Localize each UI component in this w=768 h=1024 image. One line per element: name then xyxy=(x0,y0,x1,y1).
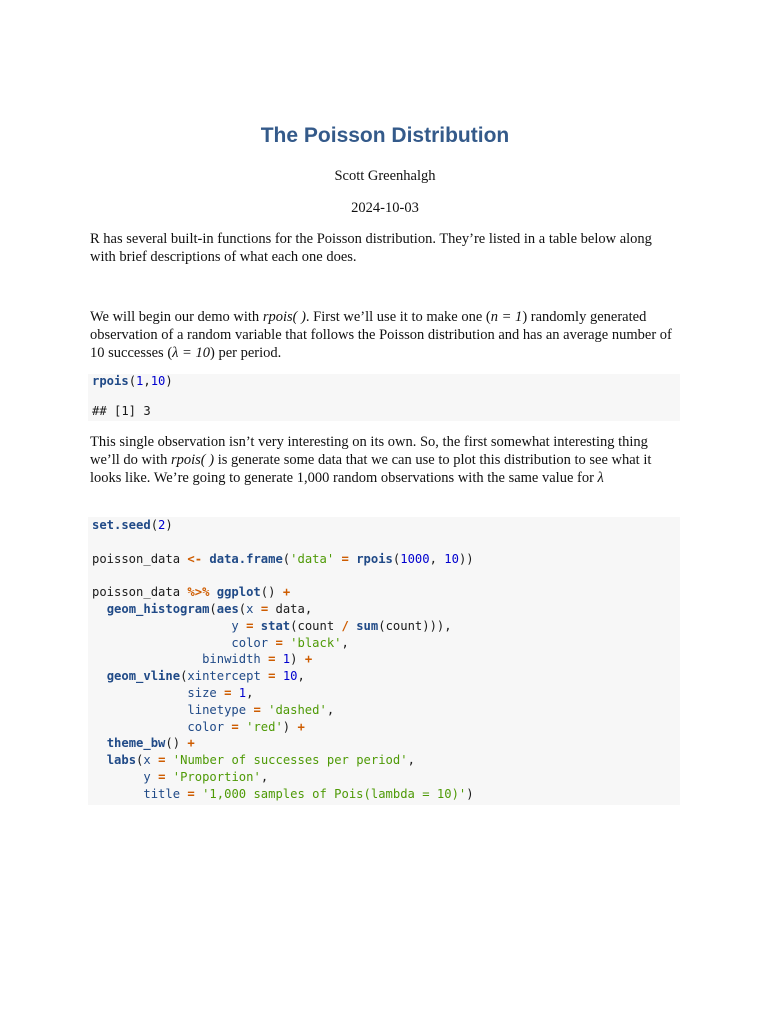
code-str: 'black' xyxy=(290,635,342,650)
code-fn: theme_bw xyxy=(106,736,166,751)
code-paren: ( xyxy=(128,374,137,388)
code-var: poisson_data xyxy=(92,585,188,600)
n-equals-math: n = 1 xyxy=(490,309,523,325)
code-output: ## [1] 3 xyxy=(92,404,151,418)
demo-text-3: ) randomly generated observation of a random variable that follows the Poisson distribution and has an average number of 10 successes ( xyxy=(90,309,672,361)
code-fn: sum xyxy=(356,618,379,633)
code-rpois xyxy=(92,373,173,390)
code-var: (count xyxy=(290,618,342,633)
code-paren: () xyxy=(260,585,276,600)
rpois-math-2: rpois( ) xyxy=(170,452,215,468)
code-block-1 xyxy=(88,374,680,421)
code-op: = xyxy=(158,769,166,784)
code-op: = xyxy=(341,551,349,566)
code-fn-rpois: rpois xyxy=(92,374,129,388)
code-ggplot: set.seed(2) poisson_data <- data.frame('data' = rpois(1000, 10)) poisson_data %>% ggplot() + geom_histogram(aes(x = data, y = stat(count / sum(count))), color = 'black', binwidth = 1) + geom_vline(xintercept = 10, size = 1, linetype = 'dashed', color = 'red') + theme_bw() + labs(x = 'Number of successes per period', y = 'Proportion', title = '1,000 samples of Pois(lambda = 10)') xyxy=(92,518,474,801)
code-var: (count))), xyxy=(378,618,452,633)
code-fn: labs xyxy=(106,753,137,768)
code-paren: )) xyxy=(458,551,474,566)
code-str: 'dashed' xyxy=(268,702,327,717)
code-num: 1 xyxy=(136,374,144,388)
single-text-1: This single observation isn’t very interesting on its own. So, the first somewhat interesting thing we’ll do with xyxy=(90,434,648,468)
document-title: The Poisson Distribution xyxy=(260,124,510,147)
code-op: + xyxy=(187,736,195,751)
code-str: 'Proportion' xyxy=(172,769,261,784)
code-op: / xyxy=(341,618,349,633)
intro-paragraph: R has several built-in functions for the Poisson distribution. They’re listed in a table below along with brief descriptions of what each one does. xyxy=(90,231,652,265)
lambda-equals-math: λ = 10 xyxy=(172,345,210,361)
code-op: = xyxy=(231,719,239,734)
demo-paragraph xyxy=(90,308,680,362)
demo-text-4: ) per period. xyxy=(209,345,282,361)
code-op: = xyxy=(260,601,269,616)
code-arg: x xyxy=(143,753,151,768)
code-num: 10 xyxy=(282,669,298,684)
code-arg: title xyxy=(143,786,181,801)
code-arg: binwidth xyxy=(202,652,261,667)
code-num: 1 xyxy=(238,685,247,700)
code-num: 1000 xyxy=(400,551,430,566)
code-op: + xyxy=(297,719,305,734)
code-fn: set.seed xyxy=(92,518,151,532)
code-op: <- xyxy=(187,551,203,566)
code-fn: geom_vline xyxy=(106,669,181,684)
code-paren: ( xyxy=(150,518,159,532)
code-var: data, xyxy=(275,601,313,616)
code-fn: aes xyxy=(216,601,239,616)
code-num: 10 xyxy=(150,374,166,388)
code-str: 'red' xyxy=(246,719,283,734)
code-str: 'data' xyxy=(290,551,335,566)
code-num: 10 xyxy=(444,551,459,566)
code-paren: ( xyxy=(282,551,291,566)
single-observation-paragraph xyxy=(90,433,680,487)
code-num: 1 xyxy=(282,652,291,667)
rpois-math: rpois( ) xyxy=(262,309,306,325)
code-op: = xyxy=(268,669,276,684)
code-var: poisson_data xyxy=(92,551,188,566)
code-arg: y xyxy=(143,769,151,784)
code-arg: y xyxy=(231,618,239,633)
code-op: = xyxy=(187,786,195,801)
code-arg: xintercept xyxy=(187,669,261,684)
code-arg: x xyxy=(246,601,254,616)
code-op: + xyxy=(304,652,313,667)
code-arg: linetype xyxy=(187,702,247,717)
code-str: '1,000 samples of Pois(lambda = 10)' xyxy=(202,786,467,801)
demo-text-2: . First we’ll use it to make one ( xyxy=(305,309,491,325)
code-fn: ggplot xyxy=(216,585,261,600)
single-text-2: is generate some data that we can use to plot this distribution to see what it looks like. We’re going to generate 1,000 random observations with the same value for xyxy=(90,452,652,486)
lambda-math: λ xyxy=(597,470,604,486)
code-op: = xyxy=(275,635,283,650)
code-fn: stat xyxy=(260,618,291,633)
code-op: = xyxy=(253,702,261,717)
code-str: 'Number of successes per period' xyxy=(172,753,408,768)
code-arg: size xyxy=(187,685,217,700)
code-paren: ) xyxy=(165,518,173,532)
code-fn: geom_histogram xyxy=(106,601,210,616)
code-fn: data.frame xyxy=(209,551,283,566)
code-comma: , xyxy=(143,374,151,388)
code-op: = xyxy=(268,652,276,667)
code-arg: color xyxy=(187,719,225,734)
code-arg: color xyxy=(231,635,269,650)
code-op: + xyxy=(282,585,291,600)
document-date: 2024-10-03 xyxy=(351,200,419,216)
code-op: = xyxy=(158,753,166,768)
document-author: Scott Greenhalgh xyxy=(334,168,436,184)
code-num: 2 xyxy=(158,518,166,532)
code-op: = xyxy=(246,618,254,633)
code-paren: ) xyxy=(165,374,173,388)
code-op: = xyxy=(224,685,232,700)
code-fn: rpois xyxy=(356,551,393,566)
code-op: %>% xyxy=(187,585,210,600)
demo-text-1: We will begin our demo with xyxy=(90,309,263,325)
code-paren: ( xyxy=(392,551,401,566)
code-comma: , xyxy=(429,551,445,566)
